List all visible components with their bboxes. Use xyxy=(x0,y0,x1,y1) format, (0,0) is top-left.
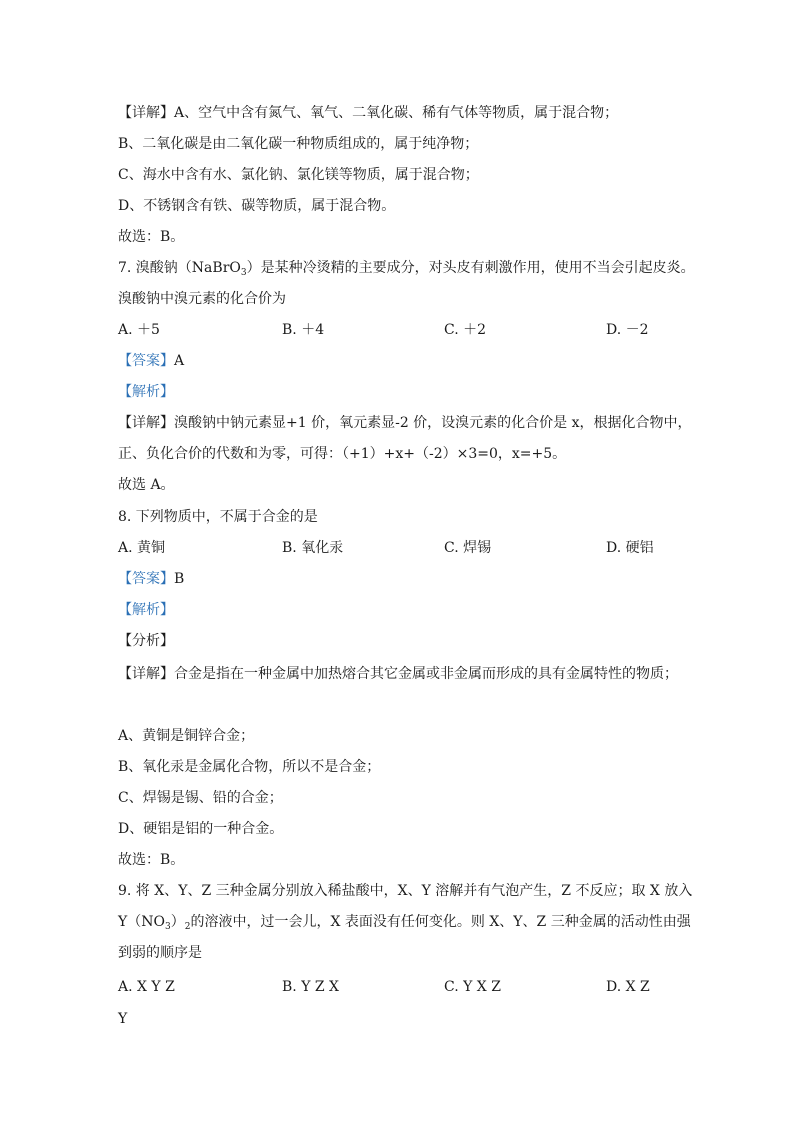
q8-detail-c: C、焊锡是锡、铅的合金； xyxy=(118,790,283,806)
q9-stem-line-2 xyxy=(118,913,691,936)
q7-choose: 故选 A。 xyxy=(118,477,175,493)
q7-detail-line-1: 【详解】溴酸钠中钠元素显+1 价，氧元素显-2 价，设溴元素的化合价是 x，根据化合物中， xyxy=(118,415,692,431)
q8-analysis-label: 【解析】 xyxy=(118,602,174,618)
answer-label: 【答案】 xyxy=(118,353,174,369)
q7-option-a: A. ＋5 xyxy=(118,322,160,338)
q8-option-b: B. 氧化汞 xyxy=(282,540,344,556)
q7-option-c: C. ＋2 xyxy=(444,322,487,338)
q8-option-c: C. 焊锡 xyxy=(444,540,492,556)
q7-stem-part: ）是某种冷烫精的主要成分，对头皮有刺激作用，使用不当会引起皮炎。 xyxy=(246,260,695,276)
q9-option-d: D. X Z xyxy=(606,979,650,995)
q7-stem-line-1 xyxy=(118,259,695,282)
q8-detail-d: D、硬铝是铝的一种合金。 xyxy=(118,821,284,837)
q7-analysis-label: 【解析】 xyxy=(118,384,174,400)
q9-option-a: A. X Y Z xyxy=(118,979,175,995)
q6-option-b: B、二氧化碳是由二氧化碳一种物质组成的，属于纯净物； xyxy=(118,136,479,152)
q7-answer xyxy=(118,352,184,370)
q6-option-d: D、不锈钢含有铁、碳等物质，属于混合物。 xyxy=(118,198,396,214)
q9-option-b: B. Y Z X xyxy=(282,979,340,995)
q6-detail-a: 【详解】A、空气中含有氮气、氧气、二氧化碳、稀有气体等物质，属于混合物； xyxy=(118,105,619,121)
q6-choose: 故选：B。 xyxy=(118,229,185,245)
q7-option-d: D. －2 xyxy=(606,322,649,338)
q8-detail-b: B、氧化汞是金属化合物，所以不是合金； xyxy=(118,759,381,775)
q7-stem-line-2: 溴酸钠中溴元素的化合价为 xyxy=(118,291,286,307)
q9-stem-part: ） xyxy=(170,914,185,930)
q9-stem-part: 的溶液中，过一会儿，X 表面没有任何变化。则 X、Y、Z 三种金属的活动性由强 xyxy=(190,914,691,930)
q8-stem: 8. 下列物质中，不属于合金的是 xyxy=(118,509,318,525)
q9-stem-line-1: 9. 将 X、Y、Z 三种金属分别放入稀盐酸中，X、Y 溶解并有气泡产生，Z 不反应；取 X 放入 xyxy=(118,883,693,899)
answer-value: B xyxy=(174,571,185,587)
q9-subscript: 3 xyxy=(164,922,171,932)
q8-option-a: A. 黄铜 xyxy=(118,540,166,556)
q8-choose: 故选：B。 xyxy=(118,852,185,868)
q8-option-d: D. 硬铝 xyxy=(606,540,654,556)
answer-label: 【答案】 xyxy=(118,571,174,587)
q9-stem-line-3: 到弱的顺序是 xyxy=(118,945,202,961)
q9-stem-part: Y（NO xyxy=(118,914,165,930)
q8-detail-a: A、黄铜是铜锌合金； xyxy=(118,728,255,744)
q9-subscript: 2 xyxy=(184,922,191,932)
q7-stem-part: 7. 溴酸钠（NaBrO xyxy=(118,260,241,276)
q8-answer xyxy=(118,570,184,588)
q6-option-c: C、海水中含有水、氯化钠、氯化镁等物质，属于混合物； xyxy=(118,167,479,183)
answer-value: A xyxy=(174,353,185,369)
q7-option-b: B. ＋4 xyxy=(282,322,325,338)
q8-detail: 【详解】合金是指在一种金属中加热熔合其它金属或非金属而形成的具有金属特性的物质； xyxy=(118,666,678,682)
q8-fenxi-label: 【分析】 xyxy=(118,633,174,649)
q7-detail-line-2: 正、负化合价的代数和为零，可得：（+1）+x+（-2）×3=0，x=+5。 xyxy=(118,446,567,462)
q9-option-c: C. Y X Z xyxy=(444,979,501,995)
q9-option-d-wrap: Y xyxy=(118,1011,128,1027)
q7-subscript: 3 xyxy=(240,268,247,278)
